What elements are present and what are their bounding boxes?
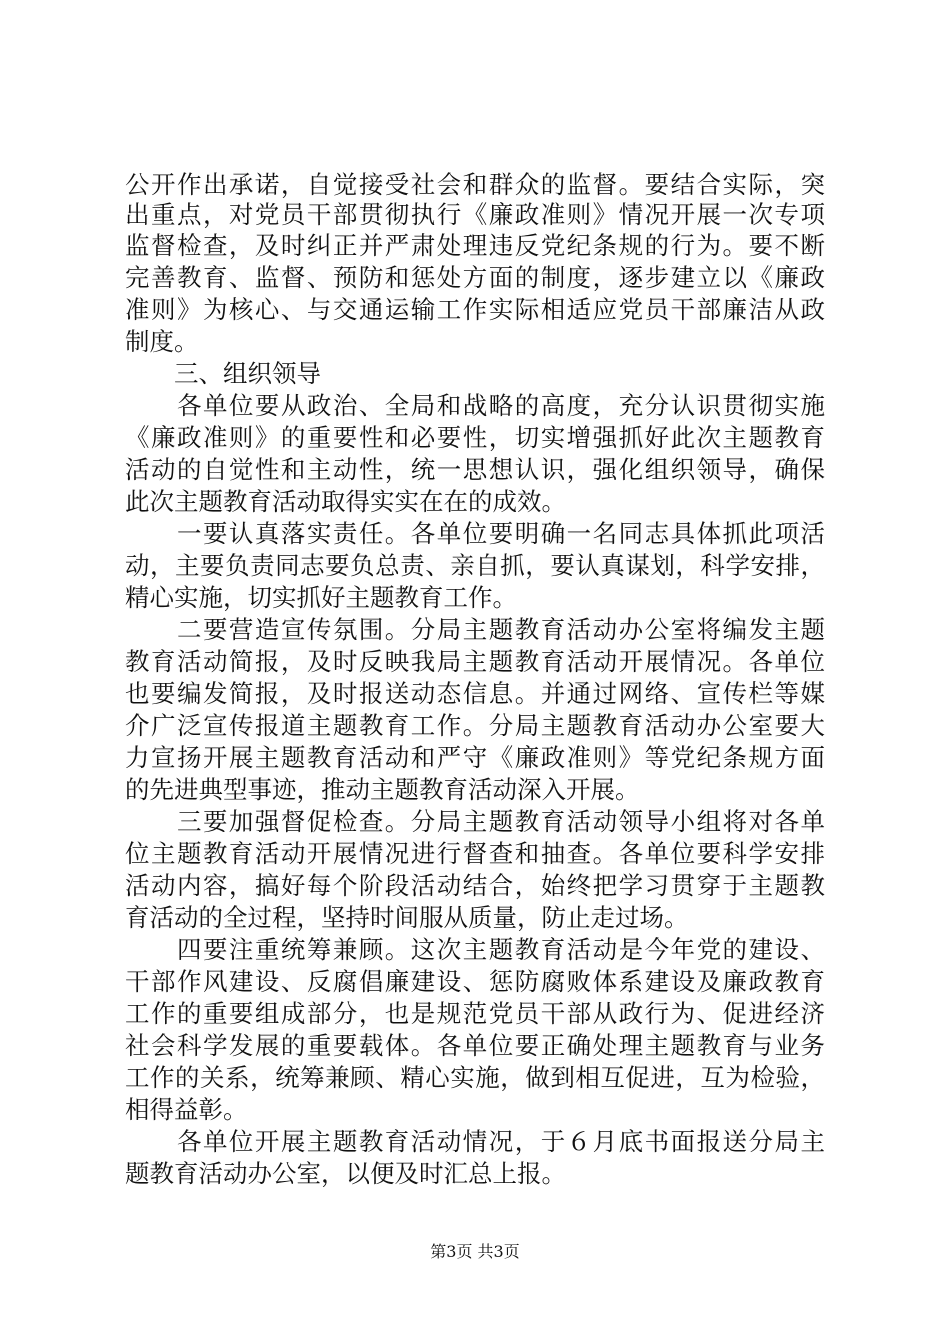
text-line: 位主题教育活动开展情况进行督查和抽查。各单位要科学安排 <box>125 839 825 868</box>
text-line: 完善教育、监督、预防和惩处方面的制度，逐步建立以《廉政 <box>125 263 825 292</box>
text-line: 也要编发简报，及时报送动态信息。并通过网络、宣传栏等媒 <box>125 679 825 708</box>
text-line: 活动内容，搞好每个阶段活动结合，始终把学习贯穿于主题教 <box>125 871 825 900</box>
text-line: 各单位开展主题教育活动情况，于６月底书面报送分局主 <box>125 1127 825 1156</box>
text-line: 公开作出承诺，自觉接受社会和群众的监督。要结合实际，突 <box>125 170 825 199</box>
text-line: 四要注重统筹兼顾。这次主题教育活动是今年党的建设、 <box>125 935 825 964</box>
text-line: 工作的关系，统筹兼顾、精心实施，做到相互促进，互为检验， <box>125 1063 825 1092</box>
text-line: 干部作风建设、反腐倡廉建设、惩防腐败体系建设及廉政教育 <box>125 967 825 996</box>
text-line: 三要加强督促检查。分局主题教育活动领导小组将对各单 <box>125 807 825 836</box>
text-line: 育活动的全过程，坚持时间服从质量，防止走过场。 <box>125 903 689 932</box>
text-line: 的先进典型事迹，推动主题教育活动深入开展。 <box>125 775 640 804</box>
text-line: 此次主题教育活动取得实实在在的成效。 <box>125 487 566 516</box>
text-line: 动，主要负责同志要负总责、亲自抓，要认真谋划，科学安排， <box>125 551 825 580</box>
text-line: 精心实施，切实抓好主题教育工作。 <box>125 583 517 612</box>
text-line: 二要营造宣传氛围。分局主题教育活动办公室将编发主题 <box>125 615 825 644</box>
text-line: 监督检查，及时纠正并严肃处理违反党纪条规的行为。要不断 <box>125 231 825 260</box>
text-line: 教育活动简报，及时反映我局主题教育活动开展情况。各单位 <box>125 647 825 676</box>
text-line: 力宣扬开展主题教育活动和严守《廉政准则》等党纪条规方面 <box>125 743 825 772</box>
text-line: 相得益彰。 <box>125 1095 248 1124</box>
text-line: 活动的自觉性和主动性，统一思想认识，强化组织领导，确保 <box>125 455 825 484</box>
text-line: 社会科学发展的重要载体。各单位要正确处理主题教育与业务 <box>125 1031 825 1060</box>
text-line: 各单位要从政治、全局和战略的高度，充分认识贯彻实施 <box>125 391 825 420</box>
text-line: 工作的重要组成部分，也是规范党员干部从政行为、促进经济 <box>125 999 825 1028</box>
text-line: 《廉政准则》的重要性和必要性，切实增强抓好此次主题教育 <box>125 423 825 452</box>
page-footer: 第3页 共3页 <box>430 1242 520 1261</box>
text-line: 一要认真落实责任。各单位要明确一名同志具体抓此项活 <box>125 519 825 548</box>
text-line: 介广泛宣传报道主题教育工作。分局主题教育活动办公室要大 <box>125 711 825 740</box>
section-heading: 三、组织领导 <box>125 359 321 388</box>
text-line: 题教育活动办公室，以便及时汇总上报。 <box>125 1159 566 1188</box>
text-line: 出重点，对党员干部贯彻执行《廉政准则》情况开展一次专项 <box>125 200 825 229</box>
text-line: 准则》为核心、与交通运输工作实际相适应党员干部廉洁从政 <box>125 295 825 324</box>
text-line: 制度。 <box>125 327 199 356</box>
